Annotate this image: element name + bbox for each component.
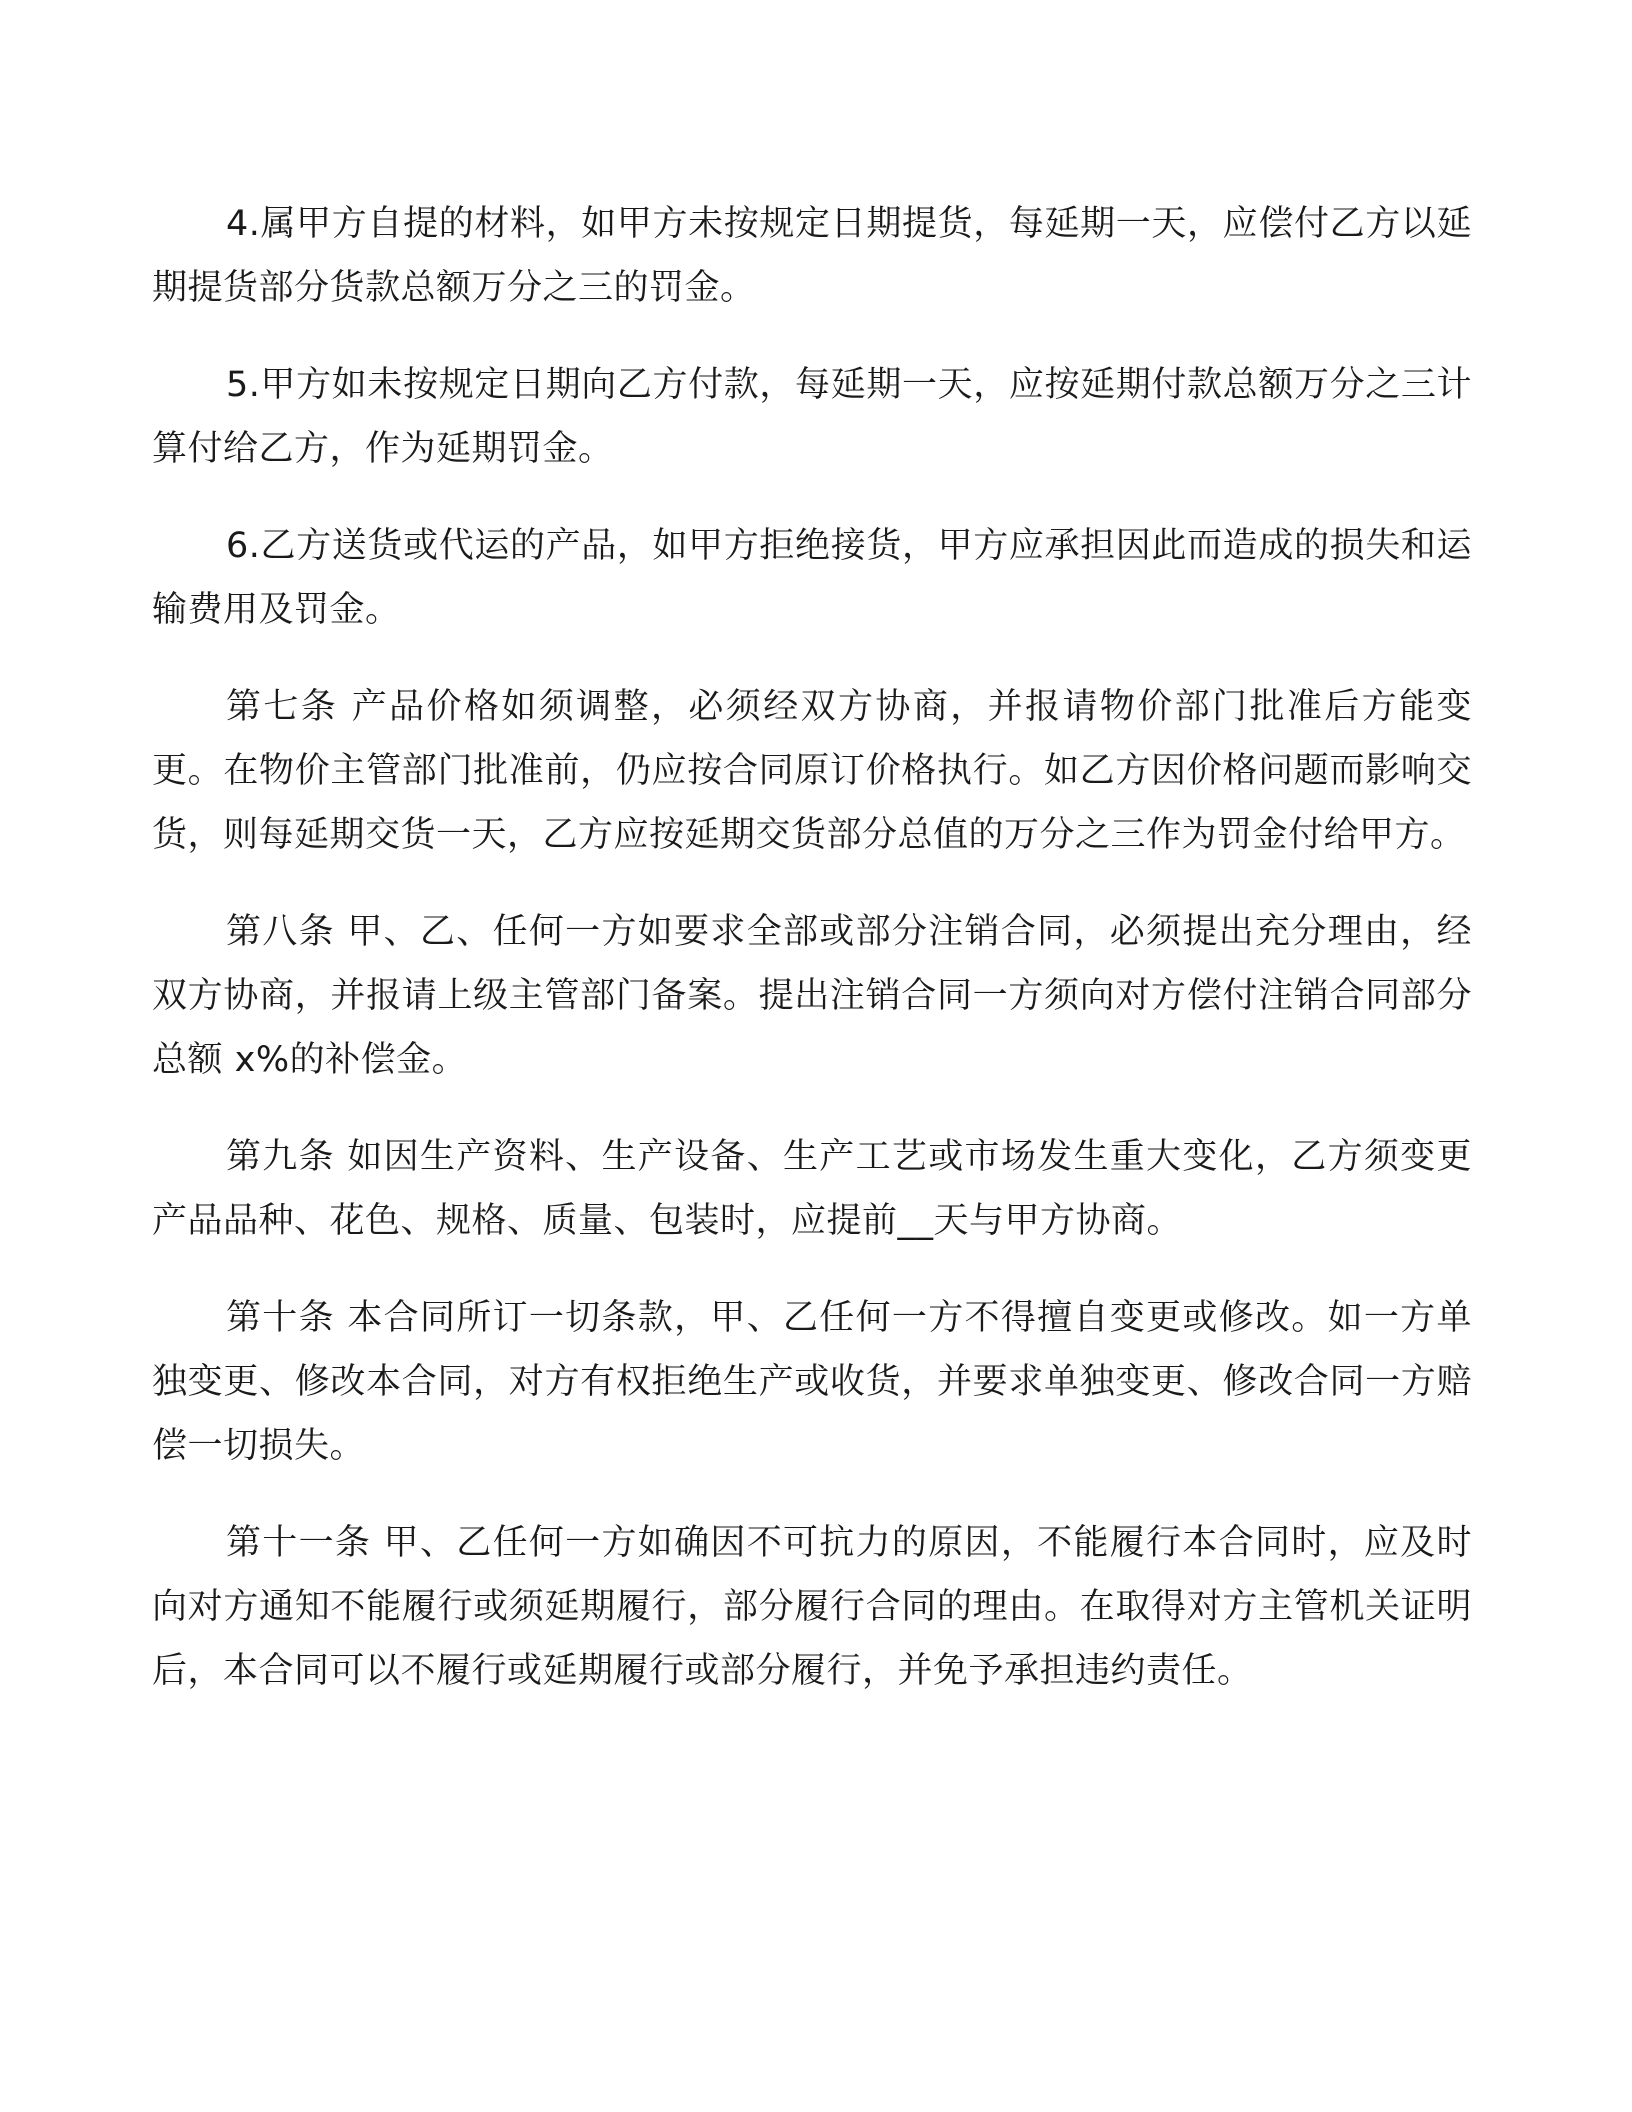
article-10-paragraph: 第十条 本合同所订一切条款，甲、乙任何一方不得擅自变更或修改。如一方单独变更、修改本合同，对方有权拒绝生产或收货，并要求单独变更、修改合同一方赔偿一切损失。	[152, 1298, 1472, 1466]
article-11-paragraph: 第十一条 甲、乙任何一方如确因不可抗力的原因，不能履行本合同时，应及时向对方通知不能履行或须延期履行，部分履行合同的理由。在取得对方主管机关证明后，本合同可以不履行或延期履行或部分履行，并免予承担违约责任。	[152, 1523, 1472, 1691]
article-7-paragraph: 第七条 产品价格如须调整，必须经双方协商，并报请物价部门批准后方能变更。在物价主管部门批准前，仍应按合同原订价格执行。如乙方因价格问题而影响交货，则每延期交货一天，乙方应按延期交货部分总值的万分之三作为罚金付给甲方。	[152, 687, 1472, 855]
clause-paragraph: 4.属甲方自提的材料，如甲方未按规定日期提货，每延期一天，应偿付乙方以延期提货部分货款总额万分之三的罚金。	[152, 204, 1472, 308]
article-8-paragraph: 第八条 甲、乙、任何一方如要求全部或部分注销合同，必须提出充分理由，经双方协商，并报请上级主管部门备案。提出注销合同一方须向对方偿付注销合同部分总额 x%的补偿金。	[152, 912, 1472, 1080]
clause-paragraph: 5.甲方如未按规定日期向乙方付款，每延期一天，应按延期付款总额万分之三计算付给乙方，作为延期罚金。	[152, 365, 1472, 469]
clause-paragraph: 6.乙方送货或代运的产品，如甲方拒绝接货，甲方应承担因此而造成的损失和运输费用及罚金。	[152, 526, 1472, 630]
document-page	[152, 192, 1472, 1736]
article-9-paragraph: 第九条 如因生产资料、生产设备、生产工艺或市场发生重大变化，乙方须变更产品品种、花色、规格、质量、包装时，应提前__天与甲方协商。	[152, 1137, 1472, 1241]
